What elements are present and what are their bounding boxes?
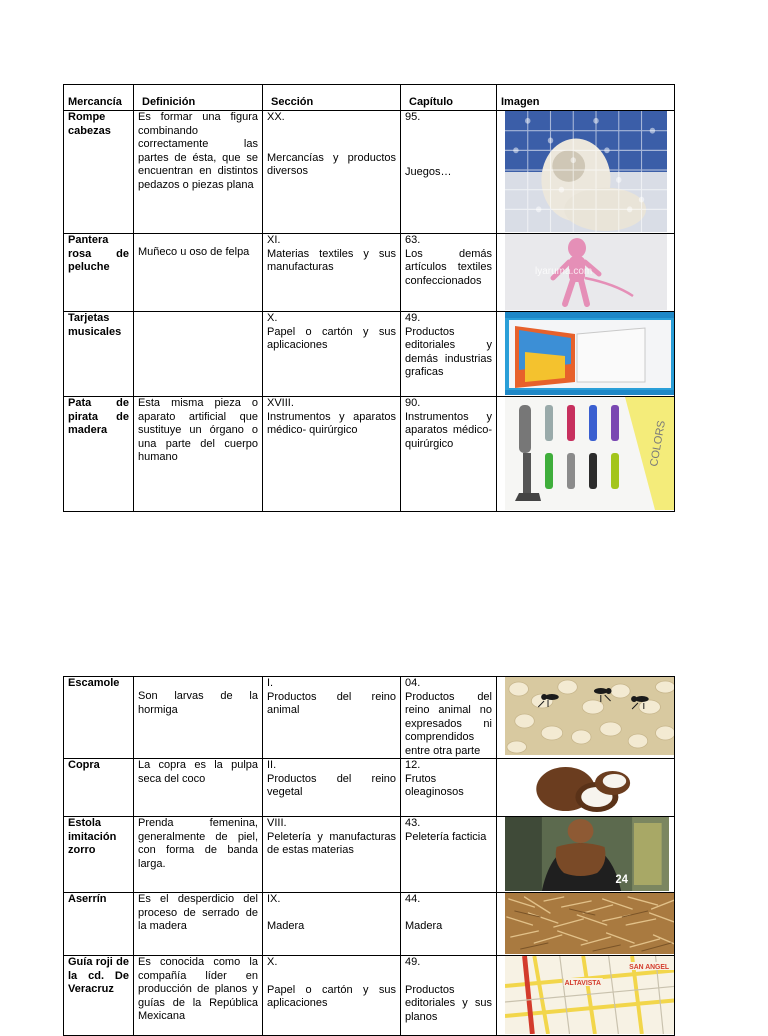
definicion-cell xyxy=(134,312,263,397)
mercancia-cell: Tarjetas musicales xyxy=(64,312,134,397)
capitulo-text: Productos editoriales y demás industrias graficas xyxy=(405,325,492,378)
capitulo-number: 44. xyxy=(405,893,421,905)
capitulo-number: 12. xyxy=(405,759,421,771)
musical-card-image xyxy=(505,312,675,395)
mercancia-cell: Estola imitación zorro xyxy=(64,817,134,893)
definicion-cell: Son larvas de la hormiga xyxy=(134,677,263,759)
capitulo-text: Frutos oleaginosos xyxy=(405,772,464,798)
seccion-cell xyxy=(263,817,401,893)
watermark-text: lyaruma.com xyxy=(535,266,593,277)
capitulo-number: 43. xyxy=(405,817,421,829)
map-label-san-angel: SAN ANGEL xyxy=(629,963,670,972)
fur-stole-image xyxy=(505,817,669,891)
imagen-cell xyxy=(497,397,675,512)
capitulo-text: Juegos… xyxy=(405,165,452,178)
svg-text:24: 24 xyxy=(615,873,628,887)
seccion-text: Madera xyxy=(267,919,305,932)
table-row xyxy=(64,111,675,234)
seccion-text: Papel o cartón y sus aplicaciones xyxy=(267,983,396,1009)
merchandise-table-1 xyxy=(63,84,675,512)
coconut-image xyxy=(505,759,675,815)
capitulo-cell xyxy=(401,677,497,759)
imagen-cell xyxy=(497,759,675,817)
seccion-number: XI. xyxy=(267,234,281,246)
capitulo-cell xyxy=(401,397,497,512)
seccion-cell xyxy=(263,677,401,759)
capitulo-text: Madera xyxy=(405,919,443,932)
capitulo-number: 49. xyxy=(405,312,421,324)
ant-larvae-image xyxy=(505,677,675,755)
mercancia-cell: Rompe cabezas xyxy=(64,111,134,234)
seccion-number: I. xyxy=(267,677,274,689)
map-label-altavista: ALTAVISTA xyxy=(564,979,601,988)
capitulo-number: 49. xyxy=(405,956,421,968)
definicion-cell: Es el desperdicio del proceso de serrado de la madera xyxy=(134,893,263,956)
imagen-cell xyxy=(497,893,675,956)
seccion-cell xyxy=(263,234,401,312)
prosthetic-legs-image xyxy=(505,397,675,510)
capitulo-cell xyxy=(401,234,497,312)
capitulo-cell xyxy=(401,759,497,817)
pink-panther-plush-image xyxy=(505,234,667,310)
seccion-number: IX. xyxy=(267,893,281,905)
mercancia-cell: Copra xyxy=(64,759,134,817)
seccion-number: XX. xyxy=(267,111,285,123)
seccion-text: Instrumentos y aparatos médico- quirúrgico xyxy=(267,410,396,436)
capitulo-number: 95. xyxy=(405,111,421,123)
mercancia-cell: Guía roji de la cd. De Veracruz xyxy=(64,956,134,1036)
table-row xyxy=(64,677,675,759)
mercancia-cell: Pantera rosa de peluche xyxy=(64,234,134,312)
sawdust-image xyxy=(505,893,675,954)
header-capitulo: Capítulo xyxy=(401,85,497,111)
merchandise-table-2 xyxy=(63,676,675,1036)
table-row xyxy=(64,397,675,512)
table-row xyxy=(64,759,675,817)
seccion-text: Papel o cartón y sus aplicaciones xyxy=(267,325,396,351)
imagen-cell xyxy=(497,312,675,397)
seccion-cell xyxy=(263,111,401,234)
header-imagen: Imagen xyxy=(497,85,675,111)
imagen-cell xyxy=(497,111,675,234)
capitulo-cell xyxy=(401,312,497,397)
seccion-number: II. xyxy=(267,759,277,771)
seccion-number: VIII. xyxy=(267,817,287,829)
table-row xyxy=(64,312,675,397)
imagen-cell xyxy=(497,817,675,893)
header-seccion: Sección xyxy=(263,85,401,111)
seccion-text: Productos del reino vegetal xyxy=(267,772,396,798)
colors-label: COLORS xyxy=(648,419,669,468)
capitulo-text: Productos del reino animal no expresados ni comprendidos entre otra parte xyxy=(405,690,492,757)
capitulo-cell xyxy=(401,893,497,956)
header-definicion: Definición xyxy=(134,85,263,111)
definicion-cell: Prenda femenina, generalmente de piel, con forma de banda larga. xyxy=(134,817,263,893)
capitulo-text: Instrumentos y aparatos médico- quirúrgico xyxy=(405,410,492,450)
seccion-number: X. xyxy=(267,312,278,324)
seccion-cell xyxy=(263,893,401,956)
seccion-number: X. xyxy=(267,956,278,968)
definicion-cell: La copra es la pulpa seca del coco xyxy=(134,759,263,817)
capitulo-number: 04. xyxy=(405,677,421,689)
definicion-cell: Es formar una figura combinando correctamente las partes de ésta, que se encuentran en distintos pedazos o piezas plana xyxy=(134,111,263,234)
seccion-cell xyxy=(263,312,401,397)
capitulo-text: Peletería facticia xyxy=(405,830,487,843)
imagen-cell xyxy=(497,677,675,759)
header-mercancia: Mercancía xyxy=(64,85,134,111)
definicion-cell: Esta misma pieza o aparato artificial que sustituye un órgano o una parte del cuerpo humano xyxy=(134,397,263,512)
table-row xyxy=(64,893,675,956)
seccion-cell xyxy=(263,759,401,817)
capitulo-cell xyxy=(401,817,497,893)
table-row xyxy=(64,234,675,312)
capitulo-text: Los demás artículos textiles confeccionados xyxy=(405,247,492,287)
seccion-text: Materias textiles y sus manufacturas xyxy=(267,247,396,273)
table-header-row xyxy=(64,85,675,111)
table-row xyxy=(64,817,675,893)
seccion-cell xyxy=(263,397,401,512)
jigsaw-puzzle-image xyxy=(505,111,667,232)
capitulo-number: 90. xyxy=(405,397,421,409)
capitulo-cell xyxy=(401,111,497,234)
seccion-text: Peletería y manufacturas de estas materias xyxy=(267,830,396,856)
mercancia-cell: Pata de pirata de madera xyxy=(64,397,134,512)
mercancia-cell: Aserrín xyxy=(64,893,134,956)
seccion-text: Mercancías y productos diversos xyxy=(267,151,396,177)
mercancia-cell: Escamole xyxy=(64,677,134,759)
capitulo-text: Productos editoriales y sus planos xyxy=(405,983,492,1023)
city-map-image xyxy=(505,956,675,1034)
imagen-cell xyxy=(497,234,675,312)
seccion-text: Productos del reino animal xyxy=(267,690,396,716)
seccion-number: XVIII. xyxy=(267,397,294,409)
capitulo-number: 63. xyxy=(405,234,421,246)
definicion-cell: Muñeco u oso de felpa xyxy=(134,234,263,312)
definicion-cell: Es conocida como la compañía líder en producción de planos y guías de la República Mexicana xyxy=(134,956,263,1036)
